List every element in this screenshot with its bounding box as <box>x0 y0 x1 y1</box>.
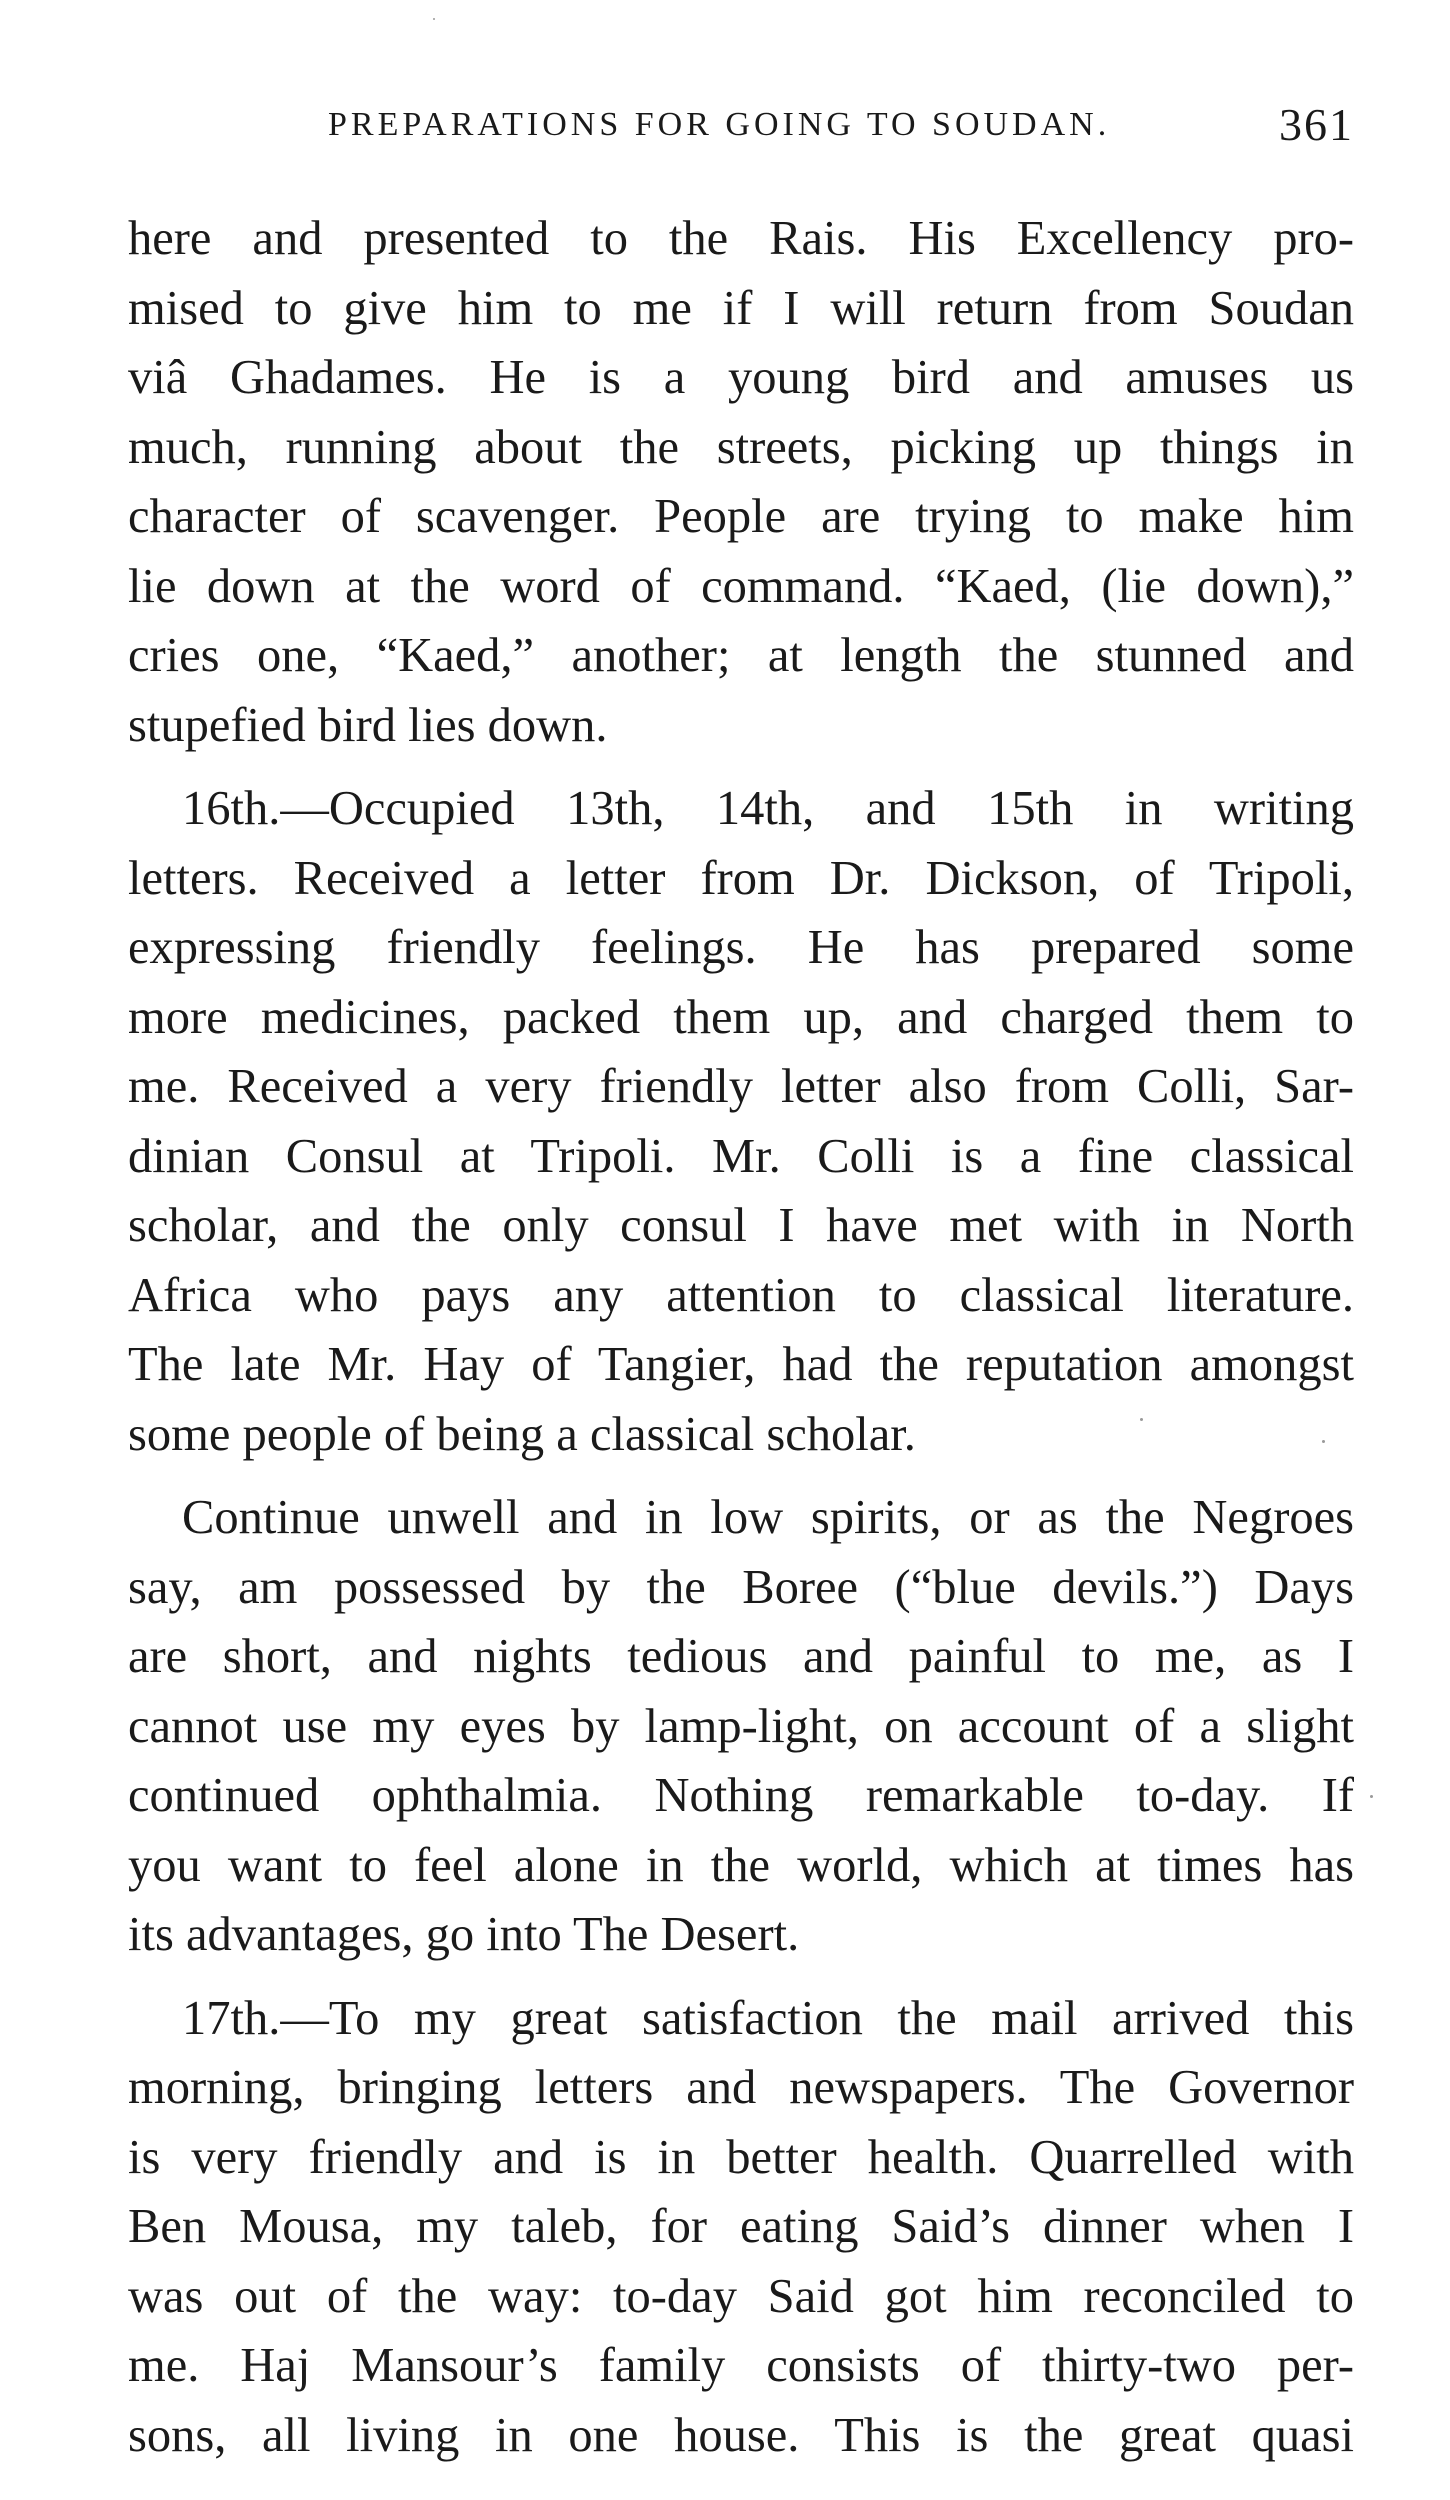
paragraph-2 <box>128 774 1354 1469</box>
text-line: sons, all living in one house. This is the great quasi <box>128 2408 1354 2462</box>
text-line: stupefied bird lies down. <box>128 698 608 752</box>
paper-speck <box>433 18 435 20</box>
running-title: PREPARATIONS FOR GOING TO SOUDAN. <box>328 106 1111 143</box>
text-line: some people of being a classical scholar. <box>128 1407 916 1461</box>
body-text <box>128 204 1354 2484</box>
text-line: more medicines, packed them up, and charged them to <box>128 990 1354 1044</box>
paragraph-3 <box>128 1483 1354 1970</box>
text-line: mised to give him to me if I will return from Soudan <box>128 281 1354 335</box>
page-number: 361 <box>1279 99 1354 150</box>
text-line: scholar, and the only consul I have met with in North <box>128 1199 1354 1252</box>
text-line: character of scavenger. People are trying to make him <box>128 490 1354 543</box>
paragraph-1 <box>128 204 1354 760</box>
text-line: continued ophthalmia. Nothing remarkable to-day. If <box>128 1769 1354 1822</box>
text-line: me. Received a very friendly letter also from Colli, Sar- <box>128 1060 1354 1113</box>
text-line: its advantages, go into The Desert. <box>128 1908 800 1961</box>
text-line: dinian Consul at Tripoli. Mr. Colli is a fine classical <box>128 1129 1354 1183</box>
text-line: is very friendly and is in better health. Quarrelled with <box>128 2130 1354 2184</box>
text-line: Africa who pays any attention to classical literature. <box>128 1268 1354 1322</box>
text-line: are short, and nights tedious and painful to me, as I <box>128 1630 1354 1683</box>
text-line: you want to feel alone in the world, which at times has <box>128 1838 1354 1892</box>
text-line: me. Haj Mansour’s family consists of thirty-two per- <box>128 2339 1354 2392</box>
text-line: letters. Received a letter from Dr. Dickson, of Tripoli, <box>128 851 1354 905</box>
text-line: 17th.—To my great satisfaction the mail arrived this <box>182 1991 1354 2045</box>
text-line: was out of the way: to-day Said got him reconciled to <box>128 2269 1354 2323</box>
text-line: 16th.—Occupied 13th, 14th, and 15th in writing <box>182 782 1354 835</box>
text-line: morning, bringing letters and newspapers. The Governor <box>128 2061 1354 2114</box>
text-line: Ben Mousa, my taleb, for eating Said’s dinner when I <box>128 2200 1354 2253</box>
text-line: viâ Ghadames. He is a young bird and amuses us <box>128 351 1354 404</box>
text-line: Continue unwell and in low spirits, or as the Negroes <box>182 1491 1354 1544</box>
paper-speck <box>1370 1795 1373 1798</box>
text-line: The late Mr. Hay of Tangier, had the reputation amongst <box>128 1338 1354 1391</box>
paper-speck <box>1322 1440 1325 1443</box>
text-line: lie down at the word of command. “Kaed, (lie down),” <box>128 559 1354 613</box>
text-line: much, running about the streets, picking up things in <box>128 420 1354 474</box>
text-line: expressing friendly feelings. He has prepared some <box>128 921 1354 974</box>
text-line: say, am possessed by the Boree (“blue devils.”) Days <box>128 1560 1354 1614</box>
page-header <box>128 98 1354 158</box>
paragraph-4 <box>128 1984 1354 2471</box>
paper-speck <box>1140 1418 1143 1421</box>
text-line: here and presented to the Rais. His Excellency pro- <box>128 212 1354 265</box>
text-line: cannot use my eyes by lamp-light, on account of a slight <box>128 1699 1354 1753</box>
text-line: cries one, “Kaed,” another; at length the stunned and <box>128 629 1354 682</box>
